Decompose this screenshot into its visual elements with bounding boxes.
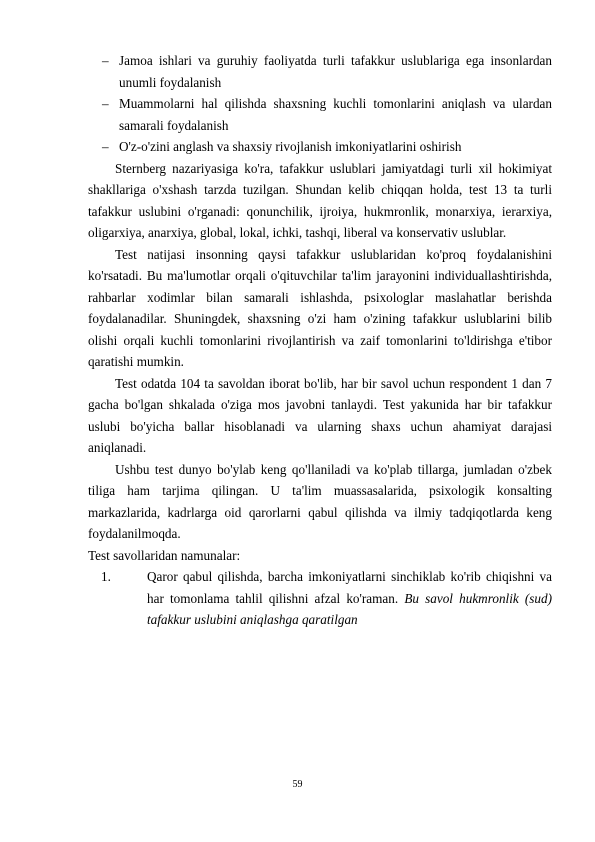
dash-list [88,50,552,158]
dash-item-text: Jamoa ishlari va guruhiy faoliyatda turli tafakkur uslublariga ega insonlardan unumli foydalanish [119,53,552,90]
examples-heading: Test savollaridan namunalar: [88,547,241,563]
paragraph-test-results: Test natijasi insonning qaysi tafakkur uslublaridan ko'proq foydalanishini ko'rsatadi. Bu ma'lumotlar orqali o'qituvchilar ta'lim jarayonini individuallashtirishda, rahbarlar xodimlar bilan samarali ishlashda, psixologlar maslahatlar berishda foydalanadilar. Shuningdek, shaxsning o'zi ham o'zining tafakkur uslublarini bilib olishi orqali kuchli tomonlarini rivojlantirish va zaif tomonlarini to'ldirishga e'tibor qaratishi mumkin. [88,246,552,369]
paragraph-test-usage: Ushbu test dunyo bo'ylab keng qo'llaniladi va ko'plab tillarga, jumladan o'zbek tiliga ham tarjima qilingan. U ta'lim muassasalarida, psixologik konsalting markazlarida, kadrlarga oid qarorlarni qabul qilishda va ilmiy tadqiqotlarda keng foydalanilmoqda. [88,461,552,541]
item-number: 1. [101,569,111,584]
paragraph-test-structure: Test odatda 104 ta savoldan iborat bo'lib, har bir savol uchun respondent 1 dan 7 gacha bo'lgan shkalada o'ziga mos javobni tanlaydi. Test yakunida har bir tafakkur uslubi bo'yicha ballar hisoblanadi va ularning shaxs uchun ahamiyat darajasi aniqlanadi. [88,375,552,455]
dash-item-text: O'z-o'zini anglash va shaxsiy rivojlanish imkoniyatlarini oshirish [119,139,462,154]
dash-bullet: – [102,96,109,111]
dash-list-item [88,136,552,158]
page-number: 59 [292,779,303,790]
dash-bullet: – [102,53,109,68]
paragraph-sternberg-theory: Sternberg nazariyasiga ko'ra, tafakkur uslublari jamiyatdagi turli xil hokimiyat shakllariga o'xshash tarzda tuzilgan. Shundan kelib chiqqan holda, test 13 ta turli tafakkur uslubini o'rganadi: qonunchilik, ijroiya, hukmronlik, monarxiya, ierarxiya, oligarxiya, anarxiya, global, lokal, ichki, tashqi, liberal va konservativ uslublar. [88,160,552,240]
numbered-list-item [88,566,552,631]
dash-bullet: – [102,139,109,154]
dash-list-item [88,50,552,93]
document-page [88,50,552,631]
question-note: Bu savol hukmronlik (sud) tafakkur uslubini aniqlashga qaratilgan [147,590,552,627]
dash-item-text: Muammolarni hal qilishda shaxsning kuchli tomonlarini aniqlash va ulardan samarali foydalanish [119,96,552,133]
numbered-list [88,566,552,631]
question-text: Qaror qabul qilishda, barcha imkoniyatlarni sinchiklab ko'rib chiqishni va har tomonlama tahlil qilishni afzal ko'raman. [147,569,552,606]
dash-list-item [88,93,552,136]
